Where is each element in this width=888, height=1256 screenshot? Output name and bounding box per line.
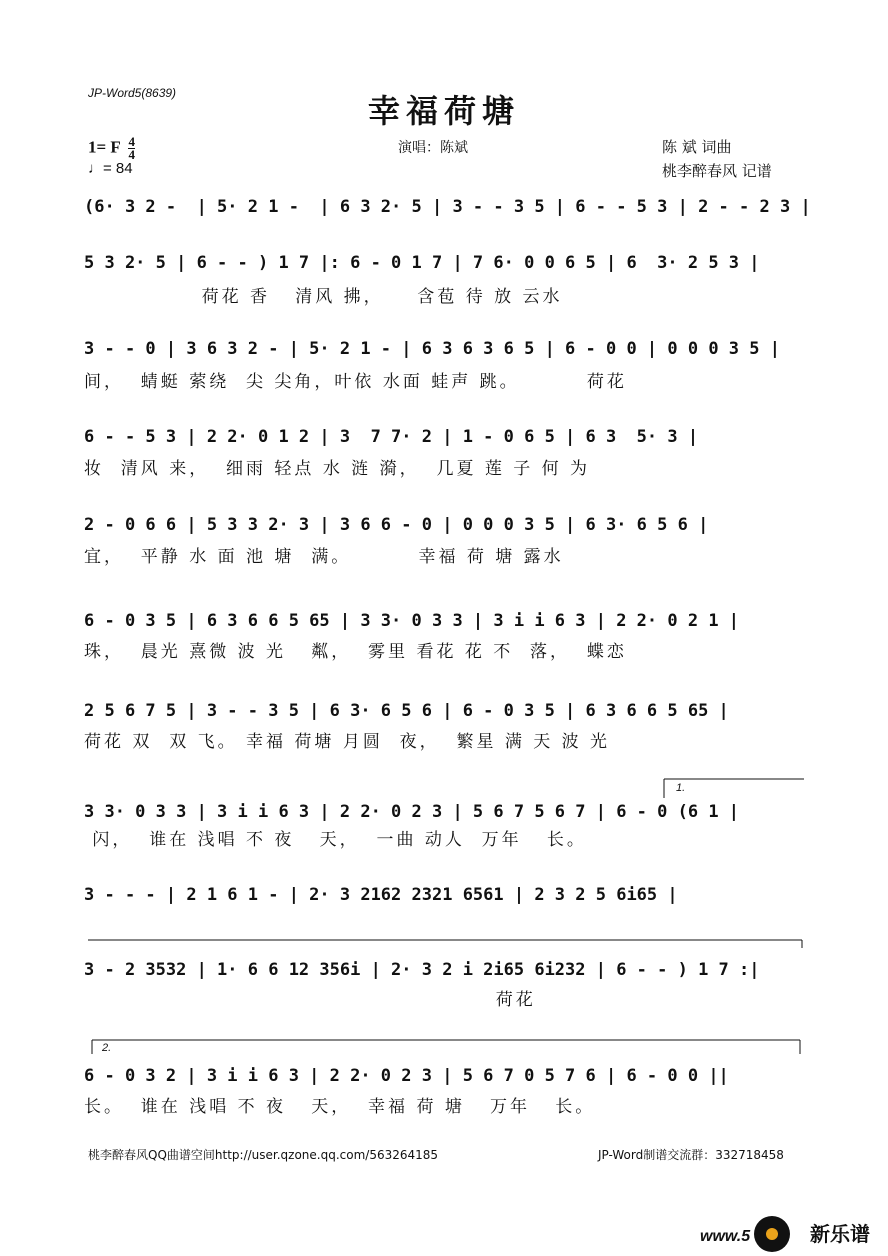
score-line-8: 3 3· 0 3 3 | 3 i i 6 3 | 2 2· 0 2 3 | 5 6 7 5 6 7 | 6 - 0 (6 1 |	[84, 802, 740, 822]
score-line-3: 3 - - 0 | 3 6 3 2 - | 5· 2 1 - | 6 3 6 3 6 5 | 6 - 0 0 | 0 0 0 3 5 |	[84, 339, 780, 359]
footer-left: 桃李醉春风QQ曲谱空间http://user.qzone.qq.com/563264185	[88, 1148, 439, 1162]
score-line-4: 6 - - 5 3 | 2 2· 0 1 2 | 3 7 7· 2 | 1 - 0 6 5 | 6 3 5· 3 |	[84, 427, 699, 447]
lyric-line-11: 长。 谁在 浅唱 不 夜 天， 幸福 荷 塘 万年 长。	[84, 1097, 596, 1117]
tempo-value: = 84	[103, 160, 133, 177]
time-sig-bottom: 4	[128, 147, 135, 162]
lyricist-credit: 陈 斌 词曲	[662, 138, 732, 156]
footer-right: JP-Word制谱交流群：332718458	[598, 1148, 784, 1162]
watermark-logo: 新乐谱	[810, 1222, 870, 1246]
score-line-1: (6· 3 2 - | 5· 2 1 - | 6 3 2· 5 | 3 - - 3 5 | 6 - - 5 3 | 2 - - 2 3 |	[84, 197, 811, 217]
lyric-line-7: 荷花 双 双 飞。 幸福 荷塘 月圆 夜， 繁星 满 天 波 光	[84, 732, 611, 752]
watermark-www: www.5	[700, 1228, 751, 1245]
lyric-line-8: 闪， 谁在 浅唱 不 夜 天， 一曲 动人 万年 长。	[84, 830, 587, 850]
lyric-line-2: 荷花 香 清风 拂， 含苞 待 放 云水	[84, 287, 563, 307]
volta-second-label: 2.	[102, 1042, 112, 1054]
volta-first-label: 1.	[676, 782, 686, 794]
key-label: 1= F	[88, 137, 121, 157]
score-line-6: 6 - 0 3 5 | 6 3 6 6 5 65 | 3 3· 0 3 3 | 3 i i 6 3 | 2 2· 0 2 1 |	[84, 611, 740, 631]
singer-credit: 演唱：陈斌	[398, 140, 468, 156]
score-line-11: 6 - 0 3 2 | 3 i i 6 3 | 2 2· 0 2 3 | 5 6 7 0 5 7 6 | 6 - 0 0 ||	[84, 1066, 729, 1086]
lyric-line-10: 荷花	[84, 990, 536, 1010]
transcriber-credit: 桃李醉春风 记谱	[662, 162, 772, 180]
lyric-line-5: 宜， 平静 水 面 池 塘 满。 幸福 荷 塘 露水	[84, 547, 564, 567]
vinyl-center-icon	[766, 1228, 778, 1240]
score-line-10: 3 - 2 3532 | 1· 6 6 12 356i | 2· 3 2 i 2i65 6i232 | 6 - - ) 1 7 :|	[84, 960, 760, 980]
time-sig-top: 4	[128, 134, 135, 149]
lyric-line-3: 间， 蜻蜓 萦绕 尖 尖角，叶依 水面 蛙声 跳。 荷花	[84, 372, 627, 392]
vinyl-logo-icon	[754, 1216, 790, 1252]
score-line-5: 2 - 0 6 6 | 5 3 3 2· 3 | 3 6 6 - 0 | 0 0 0 3 5 | 6 3· 6 5 6 |	[84, 515, 709, 535]
lyric-line-4: 妆 清风 来， 细雨 轻点 水 涟 漪， 几夏 莲 子 何 为	[84, 459, 591, 479]
score-line-7: 2 5 6 7 5 | 3 - - 3 5 | 6 3· 6 5 6 | 6 - 0 3 5 | 6 3 6 6 5 65 |	[84, 701, 729, 721]
quarter-note-icon: ♩	[88, 160, 103, 177]
software-label: JP-Word5(8639)	[88, 86, 177, 100]
lyric-line-6: 珠， 晨光 熹微 波 光 粼， 雾里 看花 花 不 落， 蝶恋	[84, 642, 627, 662]
score-line-2: 5 3 2· 5 | 6 - - ) 1 7 |: 6 - 0 1 7 | 7 6· 0 0 6 5 | 6 3· 2 5 3 |	[84, 253, 760, 273]
song-title: 幸福荷塘	[367, 92, 520, 130]
score-line-9: 3 - - - | 2 1 6 1 - | 2· 3 2162 2321 6561 | 2 3 2 5 6i65 |	[84, 885, 678, 905]
